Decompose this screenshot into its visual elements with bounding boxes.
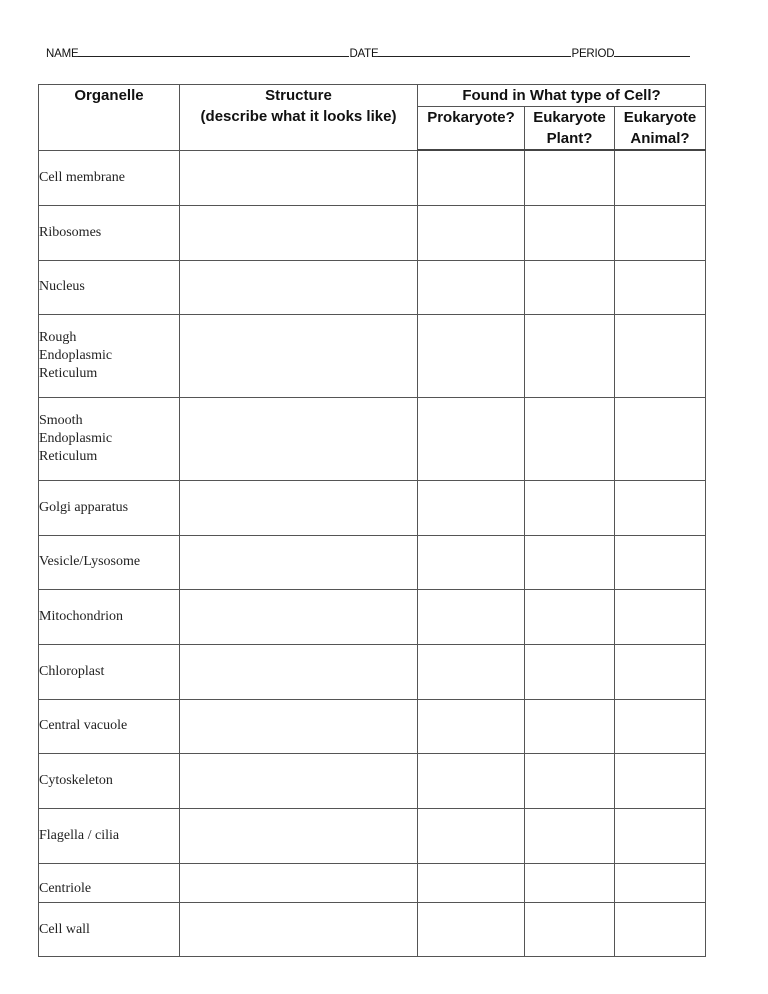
column-header-eukaryote-plant: Eukaryote Plant? <box>525 107 615 151</box>
table-row <box>39 314 706 397</box>
eukaryote-animal-cell[interactable] <box>615 535 706 589</box>
eukaryote-animal-cell[interactable] <box>615 863 706 902</box>
organelle-name: Rough Endoplasmic Reticulum <box>39 314 180 397</box>
period-blank[interactable] <box>614 45 690 57</box>
organelle-name: Golgi apparatus <box>39 480 180 535</box>
eukaryote-plant-cell[interactable] <box>525 644 615 699</box>
column-header-organelle: Organelle <box>39 85 180 151</box>
name-blank[interactable] <box>78 45 349 57</box>
eukaryote-animal-cell[interactable] <box>615 902 706 956</box>
eukaryote-plant-cell[interactable] <box>525 863 615 902</box>
eukaryote-plant-cell[interactable] <box>525 480 615 535</box>
organelle-name: Central vacuole <box>39 699 180 753</box>
structure-cell[interactable] <box>180 753 418 808</box>
structure-title: Structure <box>265 87 332 104</box>
prokaryote-cell[interactable] <box>418 589 525 644</box>
organelle-name: Cell membrane <box>39 150 180 205</box>
structure-subtitle: (describe what it looks like) <box>200 108 397 125</box>
table-row <box>39 150 706 205</box>
column-header-found-in: Found in What type of Cell? <box>418 85 706 107</box>
name-label: NAME <box>46 48 79 60</box>
table-row <box>39 808 706 863</box>
structure-cell[interactable] <box>180 150 418 205</box>
prokaryote-cell[interactable] <box>418 808 525 863</box>
table-row <box>39 753 706 808</box>
eukaryote-animal-cell[interactable] <box>615 589 706 644</box>
table-row <box>39 902 706 956</box>
eukaryote-animal-cell[interactable] <box>615 644 706 699</box>
table-row <box>39 863 706 902</box>
structure-cell[interactable] <box>180 397 418 480</box>
organelle-name: Cytoskeleton <box>39 753 180 808</box>
eukaryote-plant-cell[interactable] <box>525 902 615 956</box>
prokaryote-cell[interactable] <box>418 205 525 260</box>
structure-cell[interactable] <box>180 205 418 260</box>
eukaryote-animal-cell[interactable] <box>615 480 706 535</box>
organelle-name: Ribosomes <box>39 205 180 260</box>
column-header-eukaryote-animal: Eukaryote Animal? <box>615 107 706 151</box>
eukaryote-animal-cell[interactable] <box>615 314 706 397</box>
eukaryote-plant-cell[interactable] <box>525 314 615 397</box>
structure-cell[interactable] <box>180 699 418 753</box>
structure-cell[interactable] <box>180 902 418 956</box>
prokaryote-cell[interactable] <box>418 535 525 589</box>
table-row <box>39 480 706 535</box>
organelle-name: Smooth Endoplasmic Reticulum <box>39 397 180 480</box>
date-blank[interactable] <box>378 45 571 57</box>
table-row <box>39 535 706 589</box>
prokaryote-cell[interactable] <box>418 314 525 397</box>
prokaryote-cell[interactable] <box>418 902 525 956</box>
structure-cell[interactable] <box>180 589 418 644</box>
eukaryote-plant-cell[interactable] <box>525 150 615 205</box>
structure-cell[interactable] <box>180 644 418 699</box>
column-header-prokaryote: Prokaryote? <box>418 107 525 151</box>
eukaryote-animal-cell[interactable] <box>615 808 706 863</box>
prokaryote-cell[interactable] <box>418 480 525 535</box>
eukaryote-plant-cell[interactable] <box>525 808 615 863</box>
prokaryote-cell[interactable] <box>418 863 525 902</box>
eukaryote-plant-cell[interactable] <box>525 205 615 260</box>
period-label: PERIOD <box>571 48 615 60</box>
eukaryote-plant-cell[interactable] <box>525 699 615 753</box>
prokaryote-cell[interactable] <box>418 260 525 314</box>
organelle-name: Flagella / cilia <box>39 808 180 863</box>
eukaryote-animal-cell[interactable] <box>615 397 706 480</box>
eukaryote-plant-cell[interactable] <box>525 753 615 808</box>
table-row <box>39 699 706 753</box>
table-row <box>39 260 706 314</box>
prokaryote-cell[interactable] <box>418 397 525 480</box>
structure-cell[interactable] <box>180 863 418 902</box>
eukaryote-plant-cell[interactable] <box>525 535 615 589</box>
organelle-name: Centriole <box>39 863 180 902</box>
structure-cell[interactable] <box>180 808 418 863</box>
structure-cell[interactable] <box>180 535 418 589</box>
eukaryote-animal-cell[interactable] <box>615 205 706 260</box>
date-label: DATE <box>349 48 379 60</box>
eukaryote-plant-cell[interactable] <box>525 397 615 480</box>
structure-cell[interactable] <box>180 260 418 314</box>
eukaryote-animal-cell[interactable] <box>615 150 706 205</box>
organelle-name: Nucleus <box>39 260 180 314</box>
table-row <box>39 397 706 480</box>
organelle-name: Vesicle/Lysosome <box>39 535 180 589</box>
student-info-line <box>46 45 690 60</box>
prokaryote-cell[interactable] <box>418 753 525 808</box>
table-row <box>39 205 706 260</box>
prokaryote-cell[interactable] <box>418 699 525 753</box>
table-row <box>39 589 706 644</box>
eukaryote-animal-cell[interactable] <box>615 260 706 314</box>
eukaryote-plant-cell[interactable] <box>525 260 615 314</box>
organelle-name: Mitochondrion <box>39 589 180 644</box>
organelle-table <box>38 84 706 957</box>
eukaryote-animal-cell[interactable] <box>615 699 706 753</box>
eukaryote-plant-cell[interactable] <box>525 589 615 644</box>
organelle-name: Chloroplast <box>39 644 180 699</box>
column-header-structure <box>180 85 418 151</box>
table-row <box>39 644 706 699</box>
organelle-name: Cell wall <box>39 902 180 956</box>
prokaryote-cell[interactable] <box>418 150 525 205</box>
structure-cell[interactable] <box>180 314 418 397</box>
structure-cell[interactable] <box>180 480 418 535</box>
prokaryote-cell[interactable] <box>418 644 525 699</box>
eukaryote-animal-cell[interactable] <box>615 753 706 808</box>
